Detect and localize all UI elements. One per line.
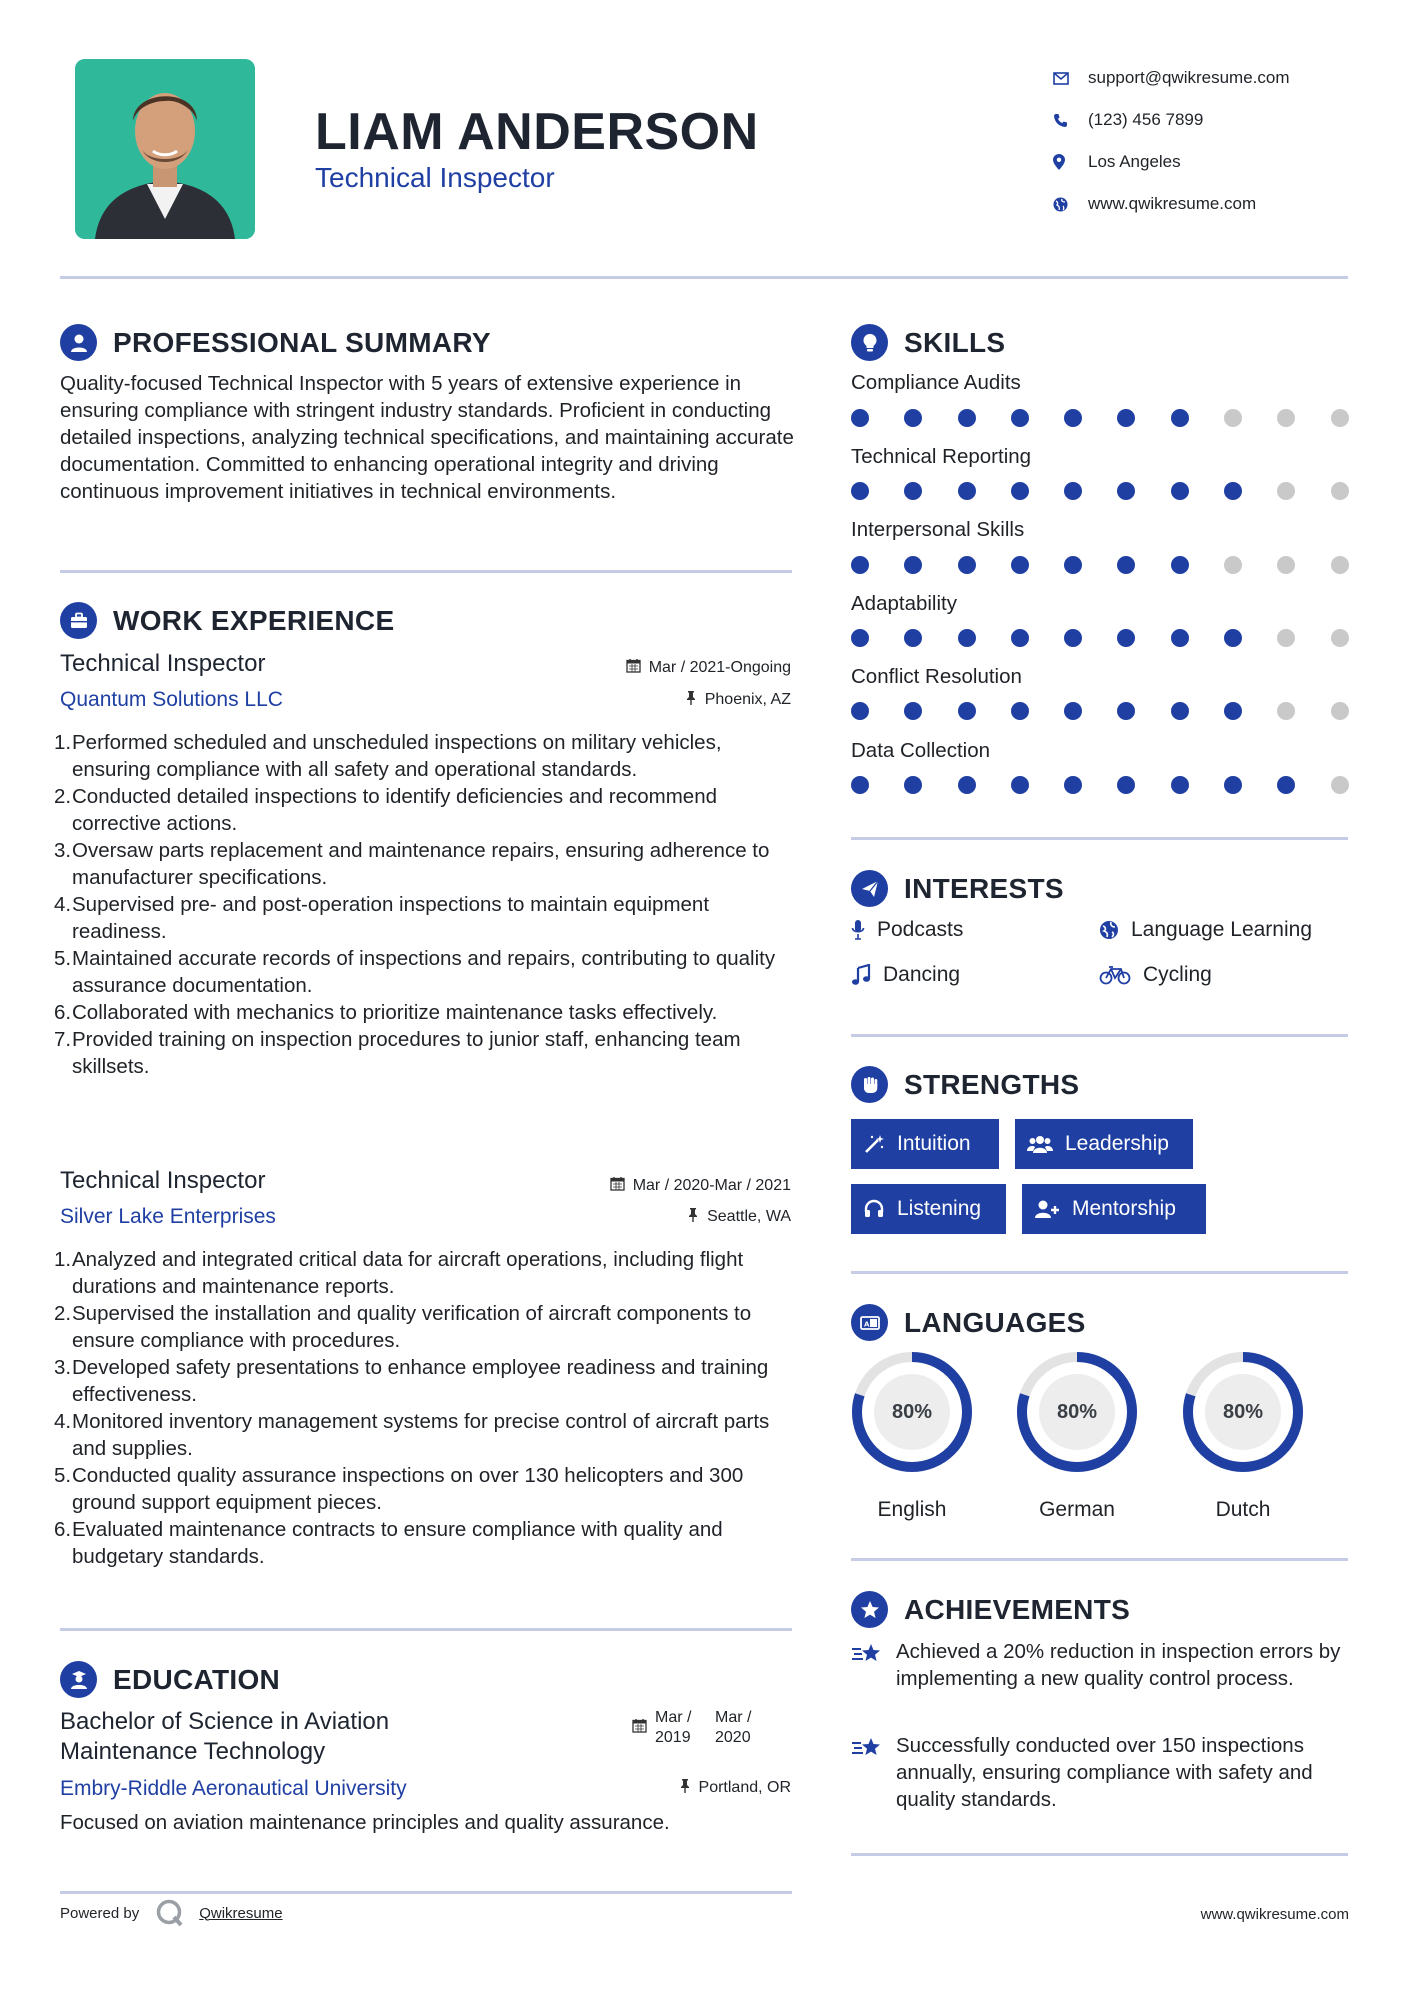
education-divider <box>60 1891 792 1894</box>
map-pin-icon <box>1050 154 1088 170</box>
rating-dot-filled <box>1171 776 1189 794</box>
list-item: 7. Provided training on inspection procedures to junior staff, enhancing team skillsets. <box>54 1028 741 1078</box>
profile-photo <box>75 59 255 239</box>
strengths-heading <box>851 1066 1079 1103</box>
rating-dot-filled <box>1171 482 1189 500</box>
education-description: Focused on aviation maintenance principles and quality assurance. <box>60 1811 670 1834</box>
language-name: English <box>877 1498 947 1521</box>
user-icon <box>60 324 97 361</box>
language-name: Dutch <box>1215 1498 1271 1521</box>
language-item <box>850 1350 974 1521</box>
rating-dot-filled <box>1224 629 1242 647</box>
rating-dot-filled <box>1117 556 1135 574</box>
rating-dot-filled <box>1011 409 1029 427</box>
list-item: 3. Oversaw parts replacement and maintenance repairs, ensuring adherence to manufacturer specifications. <box>54 839 770 889</box>
skill-rating <box>851 482 1349 500</box>
list-item: 2. Supervised the installation and quality verification of aircraft components to ensure compliance with procedures. <box>54 1302 752 1352</box>
microphone-icon <box>851 919 865 941</box>
interest-item: Language Learning <box>1099 918 1312 942</box>
rating-dot-filled <box>1011 776 1029 794</box>
shooting-star-icon <box>851 1638 896 1692</box>
education-start: Mar / 2019 <box>655 1709 692 1746</box>
pushpin-icon <box>679 1778 691 1798</box>
strengths-divider <box>851 1271 1348 1274</box>
rating-dot-filled <box>958 776 976 794</box>
languages-divider <box>851 1558 1348 1561</box>
star-badge-icon <box>851 1591 888 1628</box>
fist-icon <box>851 1066 888 1103</box>
rating-dot-filled <box>1064 409 1082 427</box>
briefcase-icon <box>60 602 97 639</box>
header-divider <box>60 276 1348 279</box>
contact-phone <box>1050 99 1380 141</box>
skills-title: SKILLS <box>904 326 1006 358</box>
person-portrait-icon <box>75 59 255 239</box>
rating-dot-filled <box>1064 702 1082 720</box>
experience-divider <box>60 1628 792 1631</box>
job-1-company: Quantum Solutions LLC <box>60 688 283 711</box>
rating-dot-empty <box>1277 556 1295 574</box>
rating-dot-empty <box>1277 482 1295 500</box>
rating-dot-filled <box>1277 776 1295 794</box>
degree-line-2: Maintenance Technology <box>60 1738 326 1765</box>
skill-name: Interpersonal Skills <box>851 518 1025 541</box>
location-text: Los Angeles <box>1088 152 1181 171</box>
rating-dot-filled <box>851 409 869 427</box>
rating-dot-filled <box>904 482 922 500</box>
skill-name: Adaptability <box>851 592 957 615</box>
rating-dot-filled <box>1064 482 1082 500</box>
rating-dot-filled <box>1117 776 1135 794</box>
candidate-name: LIAM ANDERSON <box>315 103 759 161</box>
headphones-icon <box>863 1198 885 1220</box>
list-item: 5. Maintained accurate records of inspections and repairs, contributing to quality assurance documentation. <box>54 947 776 997</box>
job-2-location-text: Seattle, WA <box>707 1208 791 1225</box>
interest-item: Dancing <box>851 963 960 987</box>
rating-dot-filled <box>1117 702 1135 720</box>
graduate-icon <box>60 1661 97 1698</box>
education-end: Mar / 2020 <box>715 1709 752 1746</box>
qwikresume-link[interactable]: Qwikresume <box>199 1904 283 1922</box>
magic-wand-icon <box>863 1133 885 1155</box>
globe-icon <box>1099 920 1119 940</box>
job-1-location <box>685 690 791 710</box>
bicycle-icon <box>1099 965 1131 985</box>
rating-dot-filled <box>1171 556 1189 574</box>
rating-dot-filled <box>851 556 869 574</box>
rating-dot-empty <box>1331 702 1349 720</box>
achievements-heading <box>851 1591 1130 1628</box>
list-item: 6. Evaluated maintenance contracts to ensure compliance with quality and budgetary standards. <box>54 1518 723 1568</box>
rating-dot-empty <box>1277 409 1295 427</box>
rating-dot-filled <box>1011 629 1029 647</box>
music-note-icon <box>851 964 871 986</box>
calendar-icon <box>610 1176 625 1196</box>
strength-badge: Intuition <box>851 1119 999 1169</box>
skill-rating <box>851 702 1349 720</box>
rating-dot-empty <box>1331 629 1349 647</box>
language-icon <box>851 1304 888 1341</box>
rating-dot-filled <box>1117 482 1135 500</box>
pushpin-icon <box>685 690 697 710</box>
contact-website <box>1050 183 1380 225</box>
rating-dot-filled <box>1117 409 1135 427</box>
list-item: 4. Monitored inventory management systems for precise control of aircraft parts and supplies. <box>54 1410 770 1460</box>
users-icon <box>1027 1133 1053 1155</box>
summary-divider <box>60 570 792 573</box>
list-item: 6. Collaborated with mechanics to prioritize maintenance tasks effectively. <box>54 1001 718 1024</box>
rating-dot-filled <box>1064 556 1082 574</box>
rating-dot-empty <box>1331 776 1349 794</box>
language-item <box>1181 1350 1305 1521</box>
rating-dot-filled <box>904 776 922 794</box>
rating-dot-filled <box>958 556 976 574</box>
powered-by-text: Powered by <box>60 1904 140 1922</box>
rating-dot-filled <box>904 629 922 647</box>
language-name: German <box>1039 1498 1115 1521</box>
rating-dot-filled <box>1064 776 1082 794</box>
achievements-divider <box>851 1853 1348 1856</box>
rating-dot-filled <box>1011 702 1029 720</box>
achievement-item: Successfully conducted over 150 inspections annually, ensuring compliance with safety and quality standards. <box>851 1732 1361 1813</box>
achievements-title: ACHIEVEMENTS <box>904 1593 1131 1625</box>
email-text[interactable]: support@qwikresume.com <box>1088 68 1290 87</box>
rating-dot-filled <box>1224 482 1242 500</box>
degree-title <box>60 1707 389 1767</box>
interest-item: Cycling <box>1099 963 1212 987</box>
language-percent: 80% <box>1056 1400 1098 1423</box>
calendar-icon <box>626 658 641 678</box>
degree-line-1: Bachelor of Science in Aviation <box>60 1708 390 1735</box>
rating-dot-filled <box>1011 556 1029 574</box>
school-name: Embry-Riddle Aeronautical University <box>60 1777 407 1800</box>
rating-dot-filled <box>958 409 976 427</box>
rating-dot-filled <box>851 776 869 794</box>
achievement-item: Achieved a 20% reduction in inspection errors by implementing a new quality control process. <box>851 1638 1361 1692</box>
rating-dot-filled <box>1117 629 1135 647</box>
rating-dot-empty <box>1331 482 1349 500</box>
languages-title: LANGUAGES <box>904 1306 1086 1338</box>
rating-dot-empty <box>1224 556 1242 574</box>
language-percent: 80% <box>1222 1400 1264 1423</box>
rating-dot-filled <box>958 629 976 647</box>
rating-dot-filled <box>904 556 922 574</box>
rating-dot-filled <box>851 702 869 720</box>
skill-name: Data Collection <box>851 739 991 762</box>
job-2-company: Silver Lake Enterprises <box>60 1205 276 1228</box>
footer-branding <box>60 1898 283 1928</box>
rating-dot-filled <box>1224 702 1242 720</box>
education-heading <box>60 1661 280 1698</box>
rating-dot-filled <box>851 629 869 647</box>
education-location-text: Portland, OR <box>698 1779 791 1796</box>
globe-icon <box>1050 197 1088 212</box>
rating-dot-filled <box>1064 629 1082 647</box>
strength-badge: Mentorship <box>1022 1184 1206 1234</box>
skills-divider <box>851 837 1348 840</box>
rating-dot-filled <box>1224 776 1242 794</box>
interests-heading <box>851 870 1064 907</box>
list-item: 2. Conducted detailed inspections to identify deficiencies and recommend corrective actions. <box>54 785 717 835</box>
rating-dot-filled <box>1171 409 1189 427</box>
lightbulb-icon <box>851 324 888 361</box>
skill-rating <box>851 629 1349 647</box>
strength-badge: Leadership <box>1015 1119 1193 1169</box>
skill-name: Technical Reporting <box>851 445 1032 468</box>
summary-heading <box>60 324 491 361</box>
experience-heading <box>60 602 394 639</box>
rating-dot-filled <box>958 702 976 720</box>
paper-plane-icon <box>851 870 888 907</box>
website-text[interactable]: www.qwikresume.com <box>1088 194 1257 213</box>
job-1-title: Technical Inspector <box>60 650 266 677</box>
summary-title: PROFESSIONAL SUMMARY <box>113 326 491 358</box>
interests-title: INTERESTS <box>904 872 1064 904</box>
contact-block <box>1050 57 1380 225</box>
rating-dot-filled <box>904 409 922 427</box>
calendar-icon <box>632 1718 647 1739</box>
rating-dot-empty <box>1331 556 1349 574</box>
language-percent: 80% <box>891 1400 933 1423</box>
job-2-title: Technical Inspector <box>60 1167 266 1194</box>
rating-dot-filled <box>1011 482 1029 500</box>
phone-icon <box>1050 113 1088 128</box>
rating-dot-empty <box>1277 629 1295 647</box>
education-location <box>679 1778 791 1798</box>
job-1-responsibilities <box>54 729 780 1080</box>
education-date <box>632 1708 765 1748</box>
list-item: 4. Supervised pre- and post-operation inspections to maintain equipment readiness. <box>54 893 710 943</box>
svg-text:A: A <box>863 1320 869 1328</box>
education-title: EDUCATION <box>113 1663 281 1695</box>
rating-dot-empty <box>1331 409 1349 427</box>
envelope-icon <box>1050 72 1088 85</box>
strength-badge: Listening <box>851 1184 1006 1234</box>
list-item: 1. Analyzed and integrated critical data for aircraft operations, including flight durations and maintenance reports. <box>54 1248 744 1298</box>
rating-dot-filled <box>1171 629 1189 647</box>
experience-title: WORK EXPERIENCE <box>113 604 395 636</box>
skill-name: Conflict Resolution <box>851 665 1022 688</box>
shooting-star-icon <box>851 1732 896 1813</box>
interests-divider <box>851 1034 1348 1037</box>
skills-heading <box>851 324 1005 361</box>
pushpin-icon <box>687 1207 699 1227</box>
skill-name: Compliance Audits <box>851 371 1021 394</box>
language-item <box>1015 1350 1139 1521</box>
skill-rating <box>851 776 1349 794</box>
job-1-location-text: Phoenix, AZ <box>704 691 791 708</box>
skill-rating <box>851 556 1349 574</box>
job-2-date <box>610 1176 791 1196</box>
phone-text: (123) 456 7899 <box>1088 110 1204 129</box>
interest-item: Podcasts <box>851 918 963 942</box>
job-1-date <box>626 658 791 678</box>
rating-dot-filled <box>851 482 869 500</box>
rating-dot-filled <box>904 702 922 720</box>
job-2-location <box>687 1207 791 1227</box>
skill-rating <box>851 409 1349 427</box>
job-2-date-text: Mar / 2020-Mar / 2021 <box>632 1177 791 1194</box>
list-item: 5. Conducted quality assurance inspections on over 130 helicopters and 300 ground support equipment pieces. <box>54 1464 744 1514</box>
rating-dot-empty <box>1224 409 1242 427</box>
rating-dot-filled <box>1171 702 1189 720</box>
job-2-responsibilities <box>54 1246 780 1570</box>
summary-text: Quality-focused Technical Inspector with 5 years of extensive experience in ensuring compliance with stringent industry standards. Proficient in conducting detailed inspections, analyzing technical specifications, and maintaining accurate documentation. Committed to enhancing operational integrity and driving continuous improvement initiatives in technical environments. <box>60 372 794 503</box>
list-item: 1. Performed scheduled and unscheduled inspections on military vehicles, ensuring compliance with all safety and operational standards. <box>54 731 722 781</box>
contact-location <box>1050 141 1380 183</box>
contact-email <box>1050 57 1380 99</box>
qwikresume-logo-icon <box>155 1898 185 1928</box>
job-1-date-text: Mar / 2021-Ongoing <box>648 659 791 676</box>
list-item: 3. Developed safety presentations to enhance employee readiness and training effectiveness. <box>54 1356 769 1406</box>
user-plus-icon <box>1034 1198 1060 1220</box>
rating-dot-filled <box>958 482 976 500</box>
languages-heading <box>851 1304 1086 1341</box>
rating-dot-empty <box>1277 702 1295 720</box>
footer-website[interactable]: www.qwikresume.com <box>1200 1906 1349 1923</box>
candidate-title: Technical Inspector <box>315 162 555 193</box>
strengths-title: STRENGTHS <box>904 1068 1080 1100</box>
